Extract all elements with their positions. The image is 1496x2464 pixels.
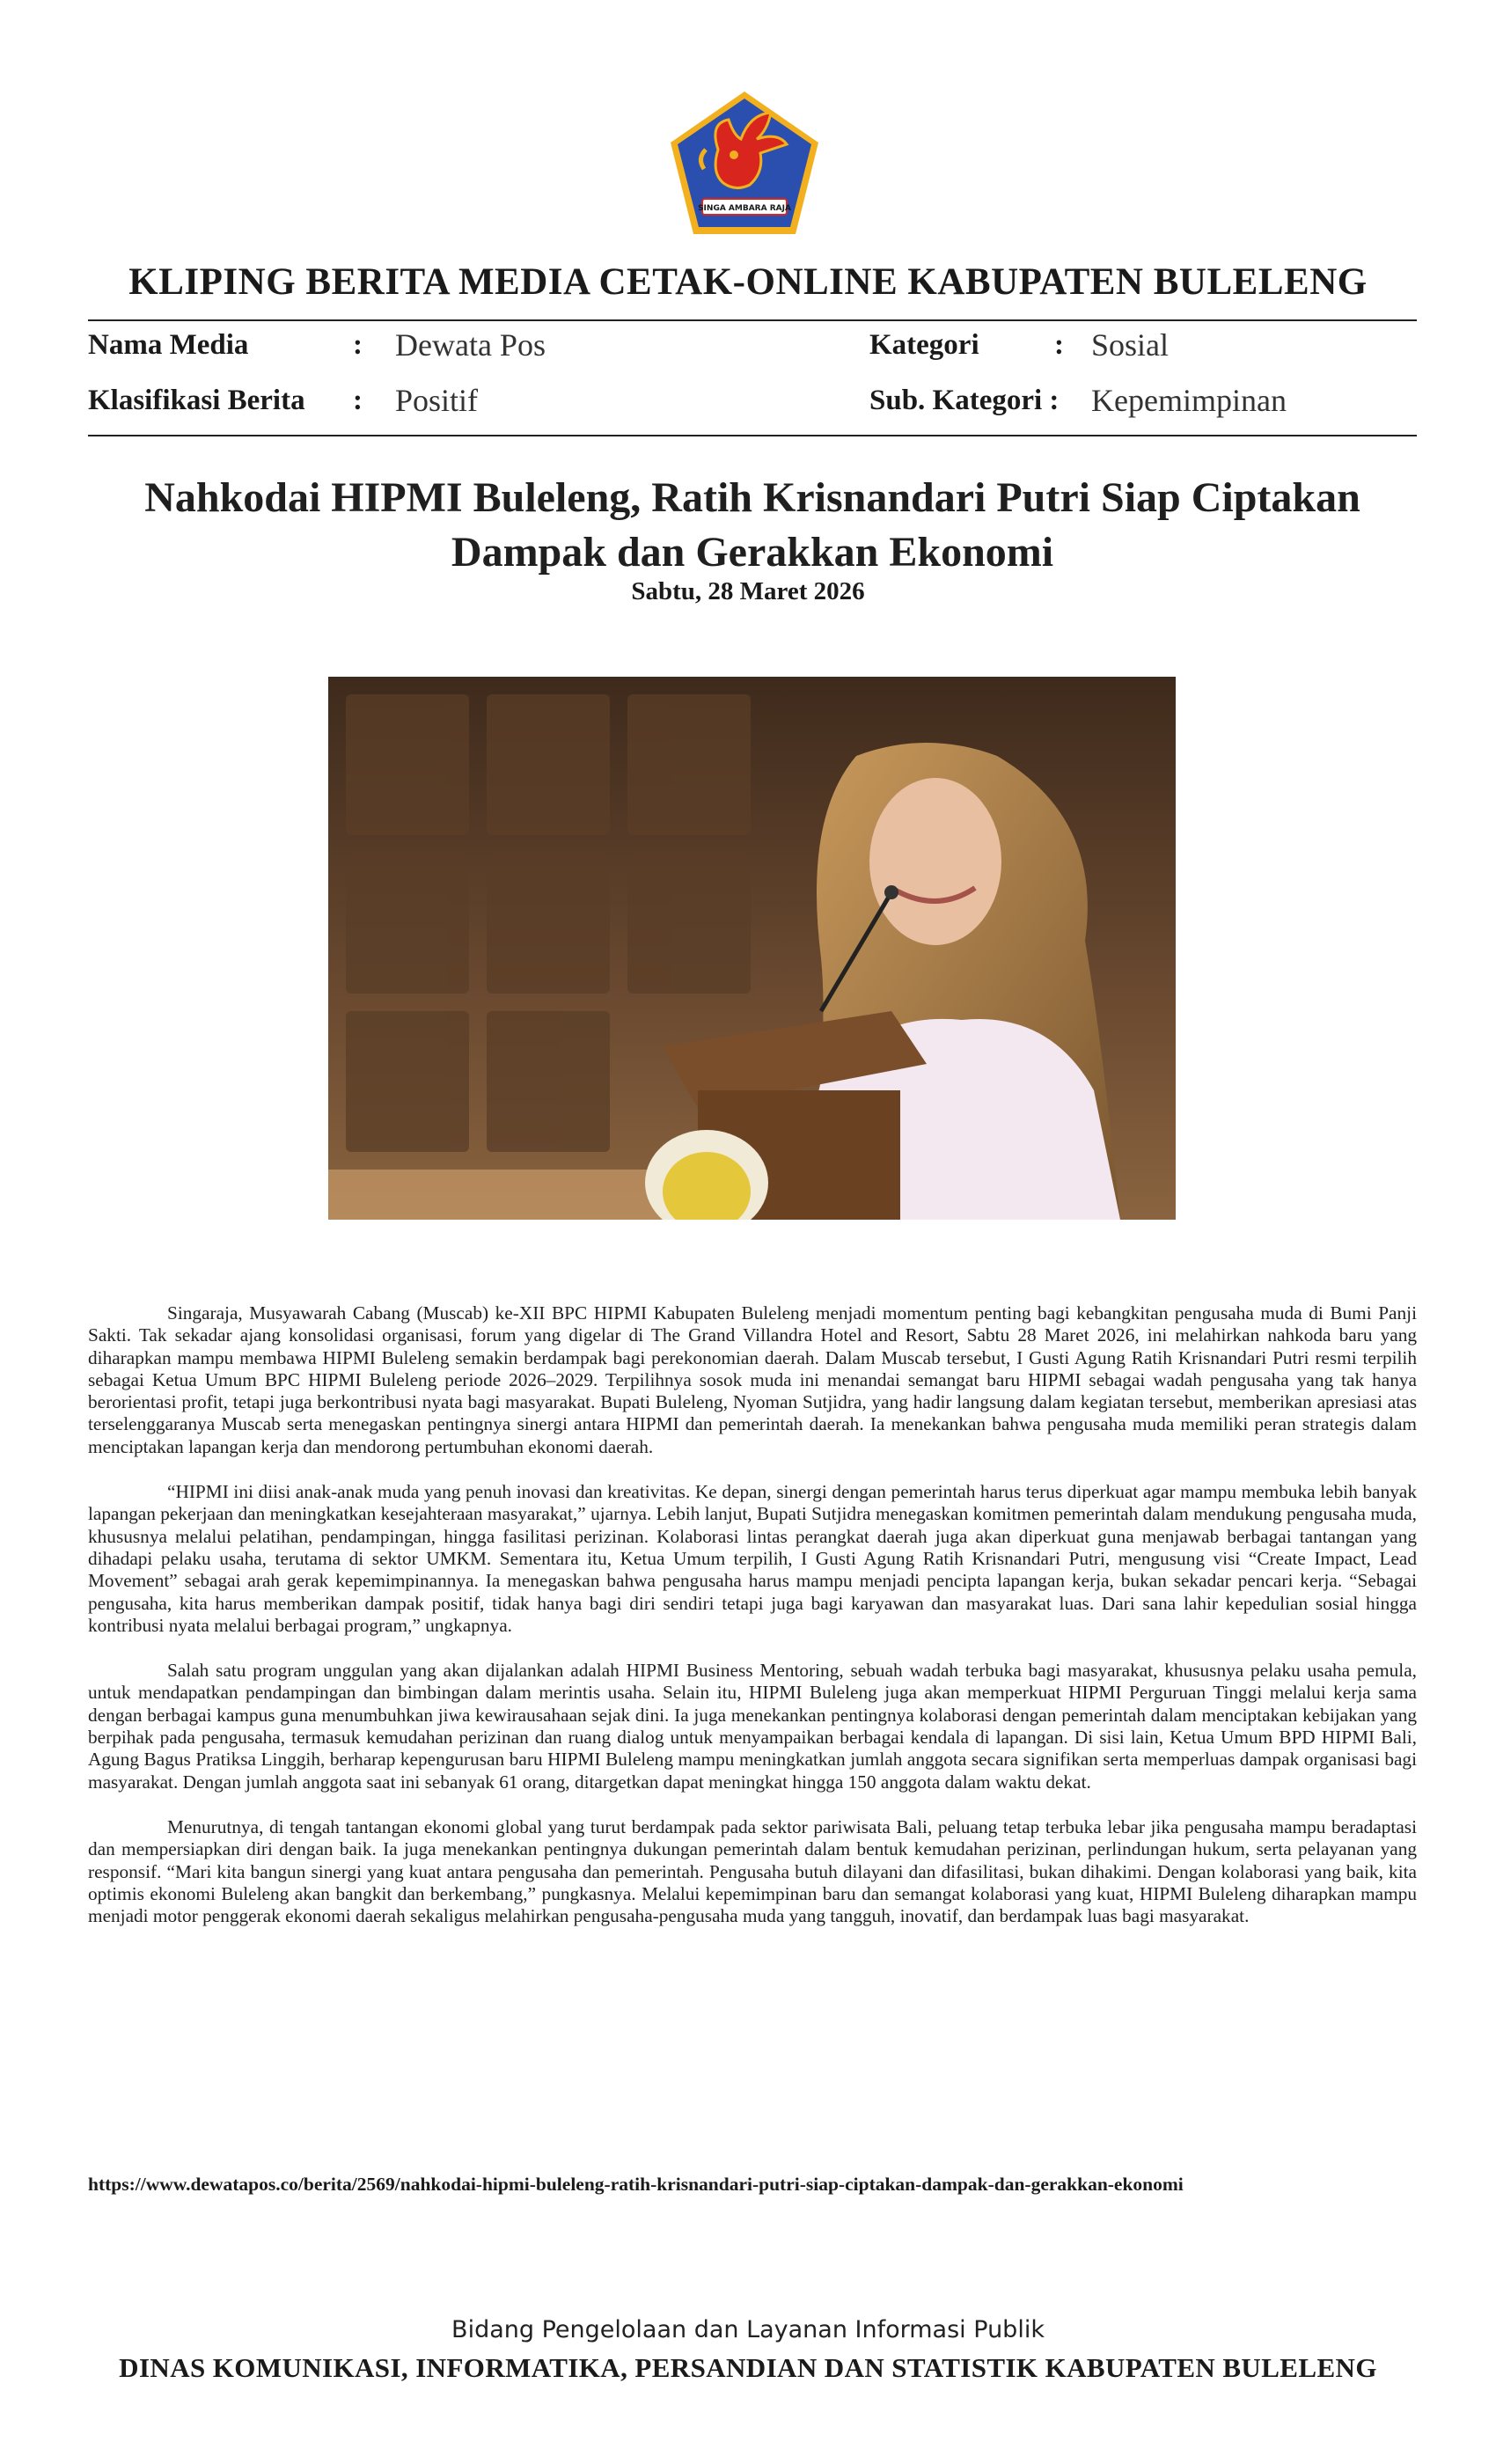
klasifikasi-label: Klasifikasi Berita — [88, 385, 305, 416]
footer-department: Bidang Pengelolaan dan Layanan Informasi Publik — [451, 2316, 1045, 2343]
media-label: Nama Media — [88, 329, 249, 361]
buleleng-emblem-logo — [665, 88, 824, 238]
article-paragraph: Salah satu program unggulan yang akan dijalankan adalah HIPMI Business Mentoring, sebuah wadah terbuka bagi masyarakat, khususnya pelaku usaha pemula, untuk mendapatkan pendampingan dan bimbingan dalam merintis usaha. Selain itu, HIPMI Buleleng juga akan memperkuat HIPMI Perguruan Tinggi melalui kerja sama dengan berbagai kampus guna menumbuhkan jiwa kewirausahaan sejak dini. Ia juga menekankan pentingnya kolaborasi dengan pemerintah dalam menciptakan kebijakan yang berpihak pada pengusaha, termasuk kemudahan perizinan dan ruang dialog untuk menyampaikan berbagai kendala di lapangan. Di sisi lain, Ketua Umum BPD HIPMI Bali, Agung Bagus Pratiksa Linggih, berharap kepengurusan baru HIPMI Buleleng mampu meningkatkan jumlah anggota secara signifikan serta memperluas dampak organisasi bagi masyarakat. Dengan jumlah anggota saat ini sebanyak 61 orang, ditargetkan dapat meningkat hingga 150 anggota dalam waktu dekat. — [88, 1660, 1417, 1793]
media-colon: : — [353, 329, 363, 361]
media-value: Dewata Pos — [395, 327, 546, 363]
kategori-value: Sosial — [1091, 327, 1170, 363]
article-date: Sabtu, 28 Maret 2026 — [631, 577, 865, 605]
klasifikasi-colon: : — [353, 385, 363, 416]
kategori-colon: : — [1054, 329, 1064, 361]
headline-line-1: Nahkodai HIPMI Buleleng, Ratih Krisnandari Putri Siap Ciptakan — [144, 474, 1360, 521]
page-title: KLIPING BERITA MEDIA CETAK-ONLINE KABUPATEN BULELENG — [128, 261, 1368, 303]
divider-bottom — [88, 435, 1417, 436]
article-paragraph: Singaraja, Musyawarah Cabang (Muscab) ke-XII BPC HIPMI Kabupaten Buleleng menjadi momentum penting bagi kebangkitan pengusaha muda di Bumi Panji Sakti. Tak sekadar ajang konsolidasi organisasi, forum yang digelar di The Grand Villandra Hotel and Resort, Sabtu 28 Maret 2026, ini melahirkan nahkoda baru yang diharapkan mampu membawa HIPMI Buleleng semakin berdampak bagi perekonomian daerah. Dalam Muscab tersebut, I Gusti Agung Ratih Krisnandari Putri resmi terpilih sebagai Ketua Umum BPC HIPMI Buleleng periode 2026–2029. Terpilihnya sosok muda ini menandai semangat baru HIPMI sebagai wadah pengusaha yang tak hanya berorientasi profit, tetapi juga berkontribusi nyata bagi masyarakat. Bupati Buleleng, Nyoman Sutjidra, yang hadir langsung dalam kegiatan tersebut, memberikan apresiasi atas terselenggaranya Muscab serta menegaskan pentingnya sinergi antara HIPMI dan pemerintah daerah. Ia menekankan bahwa pengusaha muda memiliki peran strategis dalam menciptakan lapangan kerja dan mendorong pertumbuhan ekonomi daerah. — [88, 1302, 1417, 1457]
article-photo — [328, 677, 1176, 1220]
emblem-motto: SINGA AMBARA RAJA — [698, 204, 791, 213]
klasifikasi-value: Positif — [395, 383, 479, 418]
headline-line-2: Dampak dan Gerakkan Ekonomi — [451, 529, 1054, 576]
source-url-link[interactable]: https://www.dewatapos.co/berita/2569/nahkodai-hipmi-buleleng-ratih-krisnandari-putri-siap-ciptakan-dampak-dan-gerakkan-ekonomi — [88, 2174, 1184, 2195]
subkategori-value: Kepemimpinan — [1091, 383, 1287, 418]
divider-top — [88, 319, 1417, 321]
subkategori-label: Sub. Kategori : — [869, 385, 1060, 416]
footer-agency: DINAS KOMUNIKASI, INFORMATIKA, PERSANDIAN DAN STATISTIK KABUPATEN BULELENG — [119, 2352, 1377, 2383]
kategori-label: Kategori — [869, 329, 979, 361]
article-paragraph: “HIPMI ini diisi anak-anak muda yang penuh inovasi dan kreativitas. Ke depan, sinergi dengan pemerintah harus terus diperkuat agar mampu membuka lebih banyak lapangan pekerjaan dan meningkatkan kesejahteraan masyarakat,” ujarnya. Lebih lanjut, Bupati Sutjidra menegaskan komitmen pemerintah dalam mendukung pengusaha muda, khususnya melalui pelatihan, pendampingan, hingga fasilitasi perizinan. Kolaborasi lintas perangkat daerah juga akan diperkuat guna menjawab berbagai tantangan yang dihadapi pelaku usaha, terutama di sektor UMKM. Sementara itu, Ketua Umum terpilih, I Gusti Agung Ratih Krisnandari Putri, mengusung visi “Create Impact, Lead Movement” sebagai arah gerak kepemimpinannya. Ia menegaskan bahwa pengusaha harus mampu menjadi pencipta lapangan kerja, bukan sekadar pencari kerja. “Sebagai pengusaha, kita harus memberikan dampak positif, tidak hanya bagi diri sendiri tetapi juga bagi karyawan dan masyarakat luas. Dari sana lahir kepedulian sosial hingga kontribusi nyata melalui berbagai program,” ungkapnya. — [88, 1481, 1417, 1636]
article-paragraph: Menurutnya, di tengah tantangan ekonomi global yang turut berdampak pada sektor pariwisata Bali, peluang tetap terbuka lebar jika pengusaha mampu beradaptasi dan mempersiapkan diri dengan baik. Ia juga menekankan pentingnya dukungan pemerintah dalam bentuk kemudahan perizinan, perlindungan hukum, serta pelayanan yang responsif. “Mari kita bangun sinergi yang kuat antara pengusaha dan pemerintah. Pengusaha butuh dilayani dan difasilitasi, bukan dihakimi. Dengan kolaborasi yang baik, kita optimis ekonomi Buleleng akan bangkit dan berkembang,” pungkasnya. Melalui kepemimpinan baru dan semangat kolaborasi yang kuat, HIPMI Buleleng diharapkan mampu menjadi motor penggerak ekonomi daerah sekaligus melahirkan pengusaha-pengusaha muda yang tangguh, inovatif, dan berdampak luas bagi masyarakat. — [88, 1815, 1417, 1927]
article-body — [88, 1302, 1417, 1950]
article-headline — [88, 471, 1417, 580]
